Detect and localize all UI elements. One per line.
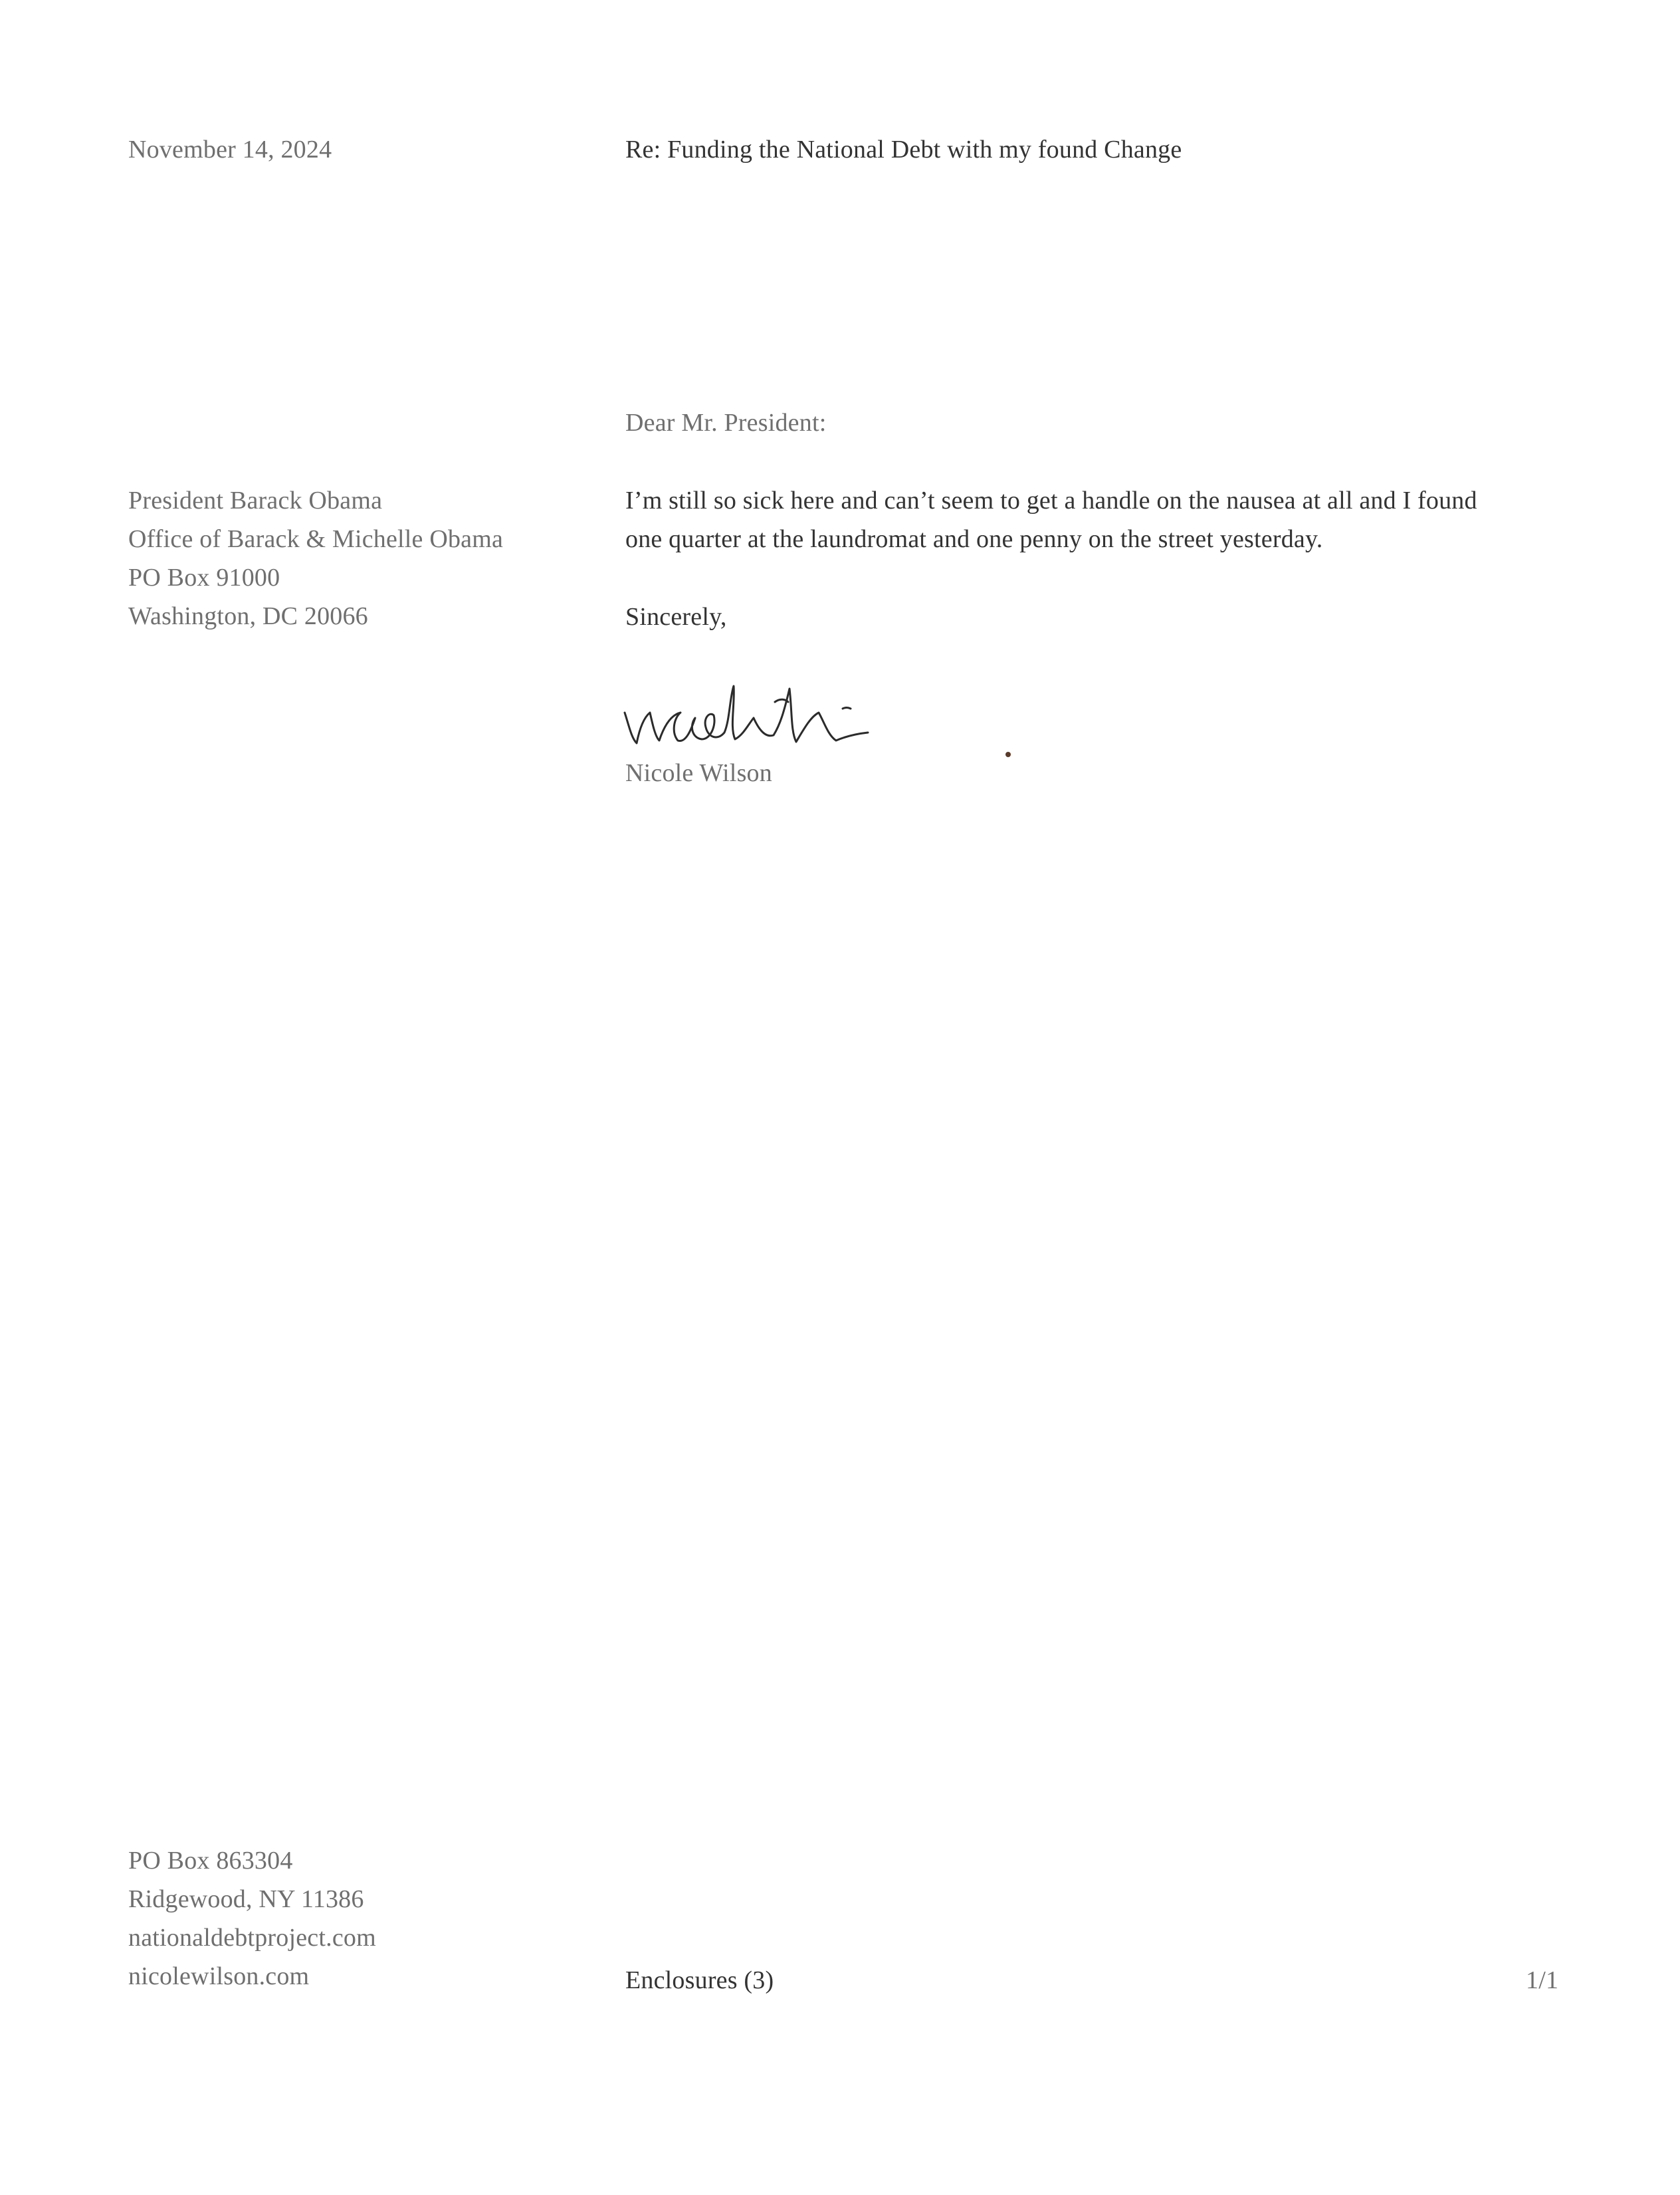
letter-subject: Re: Funding the National Debt with my found Change [625,136,1182,164]
handwritten-signature [617,671,1015,758]
page-number: 1/1 [1526,1966,1559,1994]
enclosures-note: Enclosures (3) [625,1966,774,1994]
recipient-line: PO Box 91000 [128,564,280,592]
recipient-line: Office of Barack & Michelle Obama [128,525,504,553]
letter-date: November 14, 2024 [128,136,332,164]
sender-name: Nicole Wilson [625,759,772,787]
sender-address [128,1841,376,1996]
sender-website: nicolewilson.com [128,1962,310,1990]
closing: Sincerely, [625,603,727,631]
sender-address-line: Ridgewood, NY 11386 [128,1885,364,1913]
recipient-line: President Barack Obama [128,487,383,515]
sender-website: nationaldebtproject.com [128,1924,376,1952]
recipient-address [128,481,503,635]
body-line: one quarter at the laundromat and one penny on the street yesterday. [625,525,1323,553]
salutation: Dear Mr. President: [625,409,827,437]
sender-address-line: PO Box 863304 [128,1847,293,1875]
letter-body [625,481,1556,558]
recipient-line: Washington, DC 20066 [128,602,368,630]
body-line: I’m still so sick here and can’t seem to get a handle on the nausea at all and I found [625,487,1477,515]
